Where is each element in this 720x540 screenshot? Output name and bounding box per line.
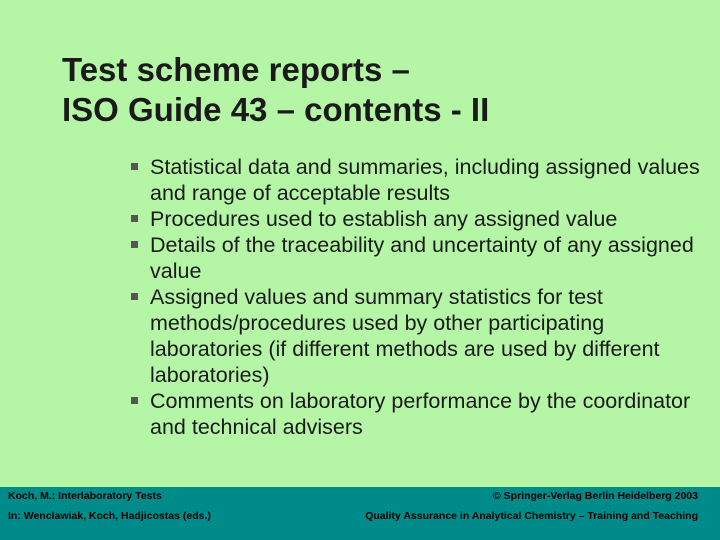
bullet-text: Statistical data and summaries, including assigned values and range of acceptable results	[150, 155, 700, 205]
bullet-list	[128, 154, 708, 440]
slide-title	[62, 50, 489, 130]
bullet-item	[128, 388, 708, 440]
bullet-item	[128, 154, 708, 206]
square-bullet-icon	[131, 215, 138, 222]
footer-citation: Koch, M.: Interlaboratory Tests	[8, 490, 162, 502]
footer-book-title: Quality Assurance in Analytical Chemistry – Training and Teaching	[365, 510, 698, 522]
bullet-item	[128, 232, 708, 284]
square-bullet-icon	[131, 397, 138, 404]
footer-left	[8, 487, 211, 523]
square-bullet-icon	[131, 241, 138, 248]
title-line-2: ISO Guide 43 – contents - II	[62, 91, 490, 128]
bullet-text: Procedures used to establish any assigned value	[150, 207, 618, 231]
footer-right	[365, 487, 698, 523]
bullet-item	[128, 284, 708, 388]
title-line-1: Test scheme reports –	[62, 51, 410, 88]
footer-editors: In: Wenclawiak, Koch, Hadjicostas (eds.)	[8, 510, 211, 522]
square-bullet-icon	[131, 163, 138, 170]
bullet-text: Assigned values and summary statistics for test methods/procedures used by other participating laboratories (if different methods are used by different laboratories)	[150, 285, 660, 387]
footer-bar	[0, 487, 720, 540]
footer-copyright: © Springer-Verlag Berlin Heidelberg 2003	[493, 490, 698, 502]
square-bullet-icon	[131, 293, 138, 300]
bullet-item	[128, 206, 708, 232]
bullet-text: Comments on laboratory performance by the coordinator and technical advisers	[150, 389, 691, 439]
bullet-text: Details of the traceability and uncertainty of any assigned value	[150, 233, 694, 283]
